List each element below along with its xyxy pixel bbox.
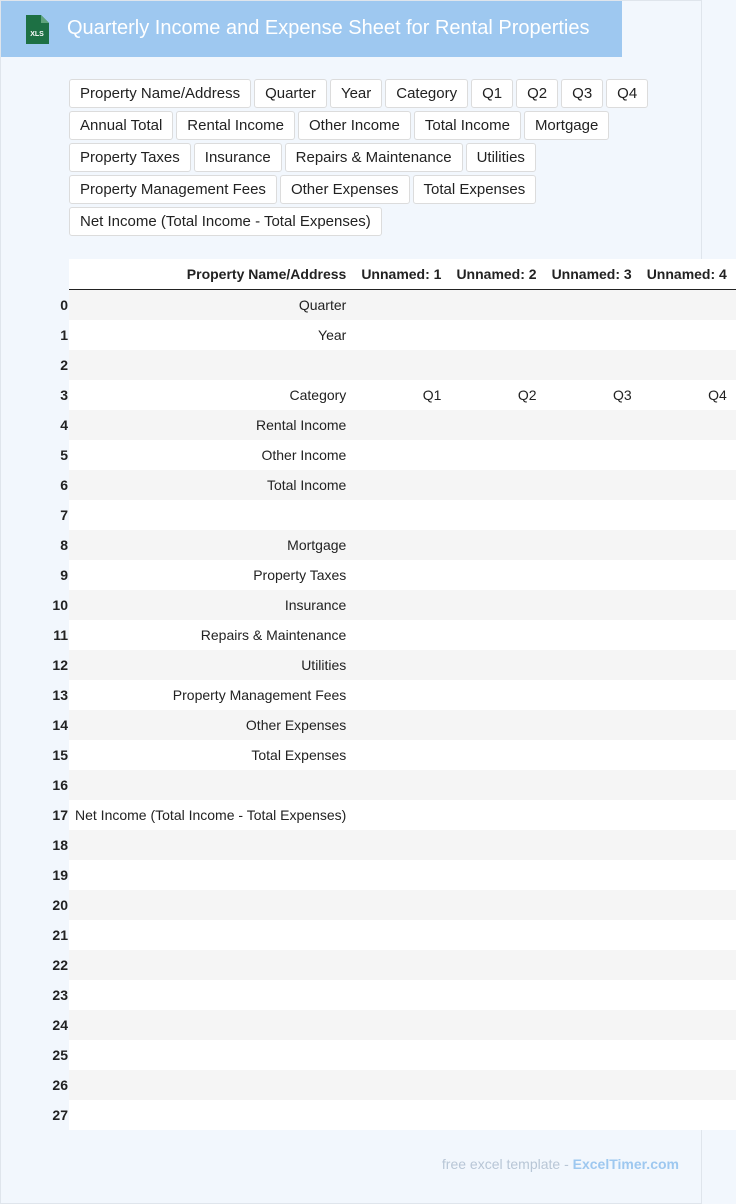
table-cell: Repairs & Maintenance [69,620,355,650]
table-cell [641,590,736,620]
table-cell [69,830,355,860]
row-index: 10 [52,597,68,613]
table-cell [69,1100,355,1130]
table-cell: Mortgage [69,530,355,560]
table-cell [450,320,545,350]
row-index: 18 [52,837,68,853]
table-cell [450,950,545,980]
column-tag[interactable]: Mortgage [524,111,609,140]
table-cell: Other Expenses [69,710,355,740]
table-cell [641,920,736,950]
table-cell [355,350,450,380]
column-tag[interactable]: Insurance [194,143,282,172]
table-row [69,710,736,740]
row-index: 14 [52,717,68,733]
table-row [69,770,736,800]
table-cell [69,860,355,890]
table-cell [355,680,450,710]
data-table [52,259,736,1130]
table-cell [450,530,545,560]
row-index: 2 [60,357,68,373]
table-cell [546,1010,641,1040]
table-cell [641,1040,736,1070]
column-tag[interactable]: Net Income (Total Income - Total Expenses) [69,207,382,236]
table-cell [450,1040,545,1070]
table-cell: Insurance [69,590,355,620]
table-cell [546,1100,641,1130]
table-cell: Category [69,380,355,410]
footer-credit [442,1156,679,1172]
table-cell [355,620,450,650]
table-cell [355,770,450,800]
table-row [69,500,736,530]
table-cell [641,950,736,980]
table-cell [641,530,736,560]
table-row [69,950,736,980]
column-tag[interactable]: Q2 [516,79,558,108]
table-cell [450,1010,545,1040]
footer-prefix: free excel template - [441,1156,569,1172]
table-row [69,830,736,860]
table-cell [641,1010,736,1040]
column-header: Unnamed: 3 [546,259,641,290]
table-cell [641,980,736,1010]
column-tag[interactable]: Quarter [254,79,327,108]
table-cell [641,830,736,860]
table-row [69,1010,736,1040]
table-cell [355,650,450,680]
table-cell [450,980,545,1010]
table-cell [355,920,450,950]
column-tag[interactable]: Q1 [471,79,513,108]
table-cell [355,860,450,890]
table-cell [546,890,641,920]
row-index: 8 [60,537,68,553]
row-index: 16 [52,777,68,793]
table-cell [450,770,545,800]
table-cell [641,620,736,650]
table-cell [450,740,545,770]
table-cell: Q4 [641,380,736,410]
table-cell [450,890,545,920]
row-index: 9 [60,567,68,583]
table-cell [355,800,450,830]
table-row [69,410,736,440]
table-cell [546,650,641,680]
column-tag[interactable]: Repairs & Maintenance [285,143,463,172]
column-tag[interactable]: Year [330,79,382,108]
table-row [69,380,736,410]
table-cell [355,290,450,321]
column-tag[interactable]: Annual Total [69,111,173,140]
table-row [69,1100,736,1130]
table-cell [69,350,355,380]
table-cell [69,920,355,950]
table-cell [450,710,545,740]
row-index: 23 [52,987,68,1003]
table-row [69,860,736,890]
table-cell [546,830,641,860]
table-cell [69,1070,355,1100]
table-cell [450,350,545,380]
page-title: Quarterly Income and Expense Sheet for Rental Properties [67,17,590,39]
table-cell [641,560,736,590]
table-cell [546,860,641,890]
row-index: 24 [52,1017,68,1033]
table-cell [546,560,641,590]
table-cell [69,1040,355,1070]
table-cell: Year [69,320,355,350]
table-cell [641,290,736,321]
title-bar [1,1,622,57]
column-header: Unnamed: 4 [641,259,736,290]
table-cell [355,530,450,560]
table-cell [450,470,545,500]
row-index: 15 [52,747,68,763]
table-cell [641,320,736,350]
column-tag[interactable]: Property Taxes [69,143,191,172]
column-tag[interactable]: Category [385,79,468,108]
table-cell [546,950,641,980]
table-cell [450,1070,545,1100]
column-header: Unnamed: 2 [450,259,545,290]
table-cell [641,740,736,770]
table-cell [641,500,736,530]
table-cell [450,440,545,470]
table-cell [546,980,641,1010]
row-index: 19 [52,867,68,883]
table-cell [450,560,545,590]
table-cell [69,770,355,800]
table-cell [641,440,736,470]
table-row [69,350,736,380]
table-cell [69,980,355,1010]
row-index: 21 [52,927,68,943]
table-cell [69,950,355,980]
row-index: 17 [52,807,68,823]
table-cell [450,680,545,710]
column-tag[interactable]: Property Management Fees [69,175,277,204]
table-cell: Other Income [69,440,355,470]
table-cell [355,470,450,500]
table-cell [546,320,641,350]
table-cell [355,710,450,740]
table-row [69,560,736,590]
table-cell [641,890,736,920]
table-cell [546,800,641,830]
row-index: 26 [52,1077,68,1093]
svg-text:XLS: XLS [30,31,44,38]
table-row [69,320,736,350]
table-cell [641,860,736,890]
table-row [69,1040,736,1070]
table-cell [641,350,736,380]
row-index: 4 [60,417,68,433]
column-tag[interactable]: Q3 [561,79,603,108]
table-cell [546,530,641,560]
table-cell [450,860,545,890]
column-tag[interactable]: Total Expenses [413,175,537,204]
column-header: Unnamed: 1 [355,259,450,290]
table-row [69,800,736,830]
table-cell [546,500,641,530]
table-cell [69,1010,355,1040]
table-row [69,620,736,650]
row-index: 7 [60,507,68,523]
table-cell [450,830,545,860]
row-index: 22 [52,957,68,973]
table-cell [546,470,641,500]
footer-brand-link[interactable]: ExcelTimer.com [572,1156,679,1172]
table-cell [546,620,641,650]
table-cell [450,620,545,650]
table-cell [355,320,450,350]
table-cell [641,1070,736,1100]
table-row [69,1070,736,1100]
table-cell: Q1 [355,380,450,410]
table-cell [546,740,641,770]
table-cell [546,680,641,710]
table-cell [641,1100,736,1130]
table-row [69,290,736,321]
column-tag[interactable]: Utilities [466,143,536,172]
table-cell [450,1100,545,1130]
column-tag-list [69,79,649,236]
table-cell [546,440,641,470]
row-index: 13 [52,687,68,703]
table-cell [355,950,450,980]
row-index: 27 [52,1107,68,1123]
table-cell [355,1040,450,1070]
table-row [69,920,736,950]
data-sheet [52,259,727,1130]
table-cell [450,800,545,830]
table-cell [641,800,736,830]
row-index: 3 [60,387,68,403]
table-cell [641,410,736,440]
table-row [69,440,736,470]
table-header-row [69,259,736,290]
table-cell: Total Expenses [69,740,355,770]
table-cell [546,410,641,440]
column-tag[interactable]: Property Name/Address [69,79,251,108]
column-header: Property Name/Address [69,259,355,290]
table-cell [355,1070,450,1100]
table-row [69,650,736,680]
table-cell [355,560,450,590]
table-cell [355,830,450,860]
table-cell: Q2 [450,380,545,410]
table-cell [450,650,545,680]
table-cell [355,440,450,470]
table-cell: Property Taxes [69,560,355,590]
table-cell [69,890,355,920]
table-cell: Rental Income [69,410,355,440]
xls-file-icon [21,14,51,45]
table-cell [546,710,641,740]
column-tag[interactable]: Other Income [298,111,411,140]
table-row [69,530,736,560]
table-row [69,890,736,920]
table-cell: Net Income (Total Income - Total Expenses) [69,800,355,830]
row-index: 0 [60,297,68,313]
table-cell [355,590,450,620]
row-index: 11 [53,627,68,643]
column-tag[interactable]: Other Expenses [280,175,410,204]
table-cell [450,920,545,950]
table-cell [450,410,545,440]
table-cell [546,350,641,380]
table-cell [641,710,736,740]
column-tag[interactable]: Rental Income [176,111,295,140]
column-tag[interactable]: Total Income [414,111,521,140]
table-cell: Q3 [546,380,641,410]
table-cell [69,500,355,530]
table-cell [355,980,450,1010]
table-cell: Quarter [69,290,355,321]
table-cell [546,290,641,321]
table-cell [641,770,736,800]
table-row [69,980,736,1010]
table-cell [355,1010,450,1040]
table-cell: Utilities [69,650,355,680]
table-cell: Total Income [69,470,355,500]
table-cell [546,590,641,620]
table-cell [546,920,641,950]
table-cell [641,650,736,680]
table-cell [355,1100,450,1130]
table-cell [546,1040,641,1070]
table-cell [546,1070,641,1100]
column-tag[interactable]: Q4 [606,79,648,108]
table-cell [355,890,450,920]
table-row [69,590,736,620]
table-cell [355,410,450,440]
table-cell [641,470,736,500]
row-index: 6 [60,477,68,493]
table-cell [450,500,545,530]
table-cell [355,500,450,530]
row-index: 12 [52,657,68,673]
row-index: 1 [60,327,68,343]
table-row [69,740,736,770]
table-cell: Property Management Fees [69,680,355,710]
table-cell [450,590,545,620]
row-index: 25 [52,1047,68,1063]
table-cell [546,770,641,800]
table-cell [450,290,545,321]
table-row [69,470,736,500]
row-index: 20 [52,897,68,913]
row-index: 5 [60,447,68,463]
table-row [69,680,736,710]
table-cell [641,680,736,710]
table-cell [355,740,450,770]
